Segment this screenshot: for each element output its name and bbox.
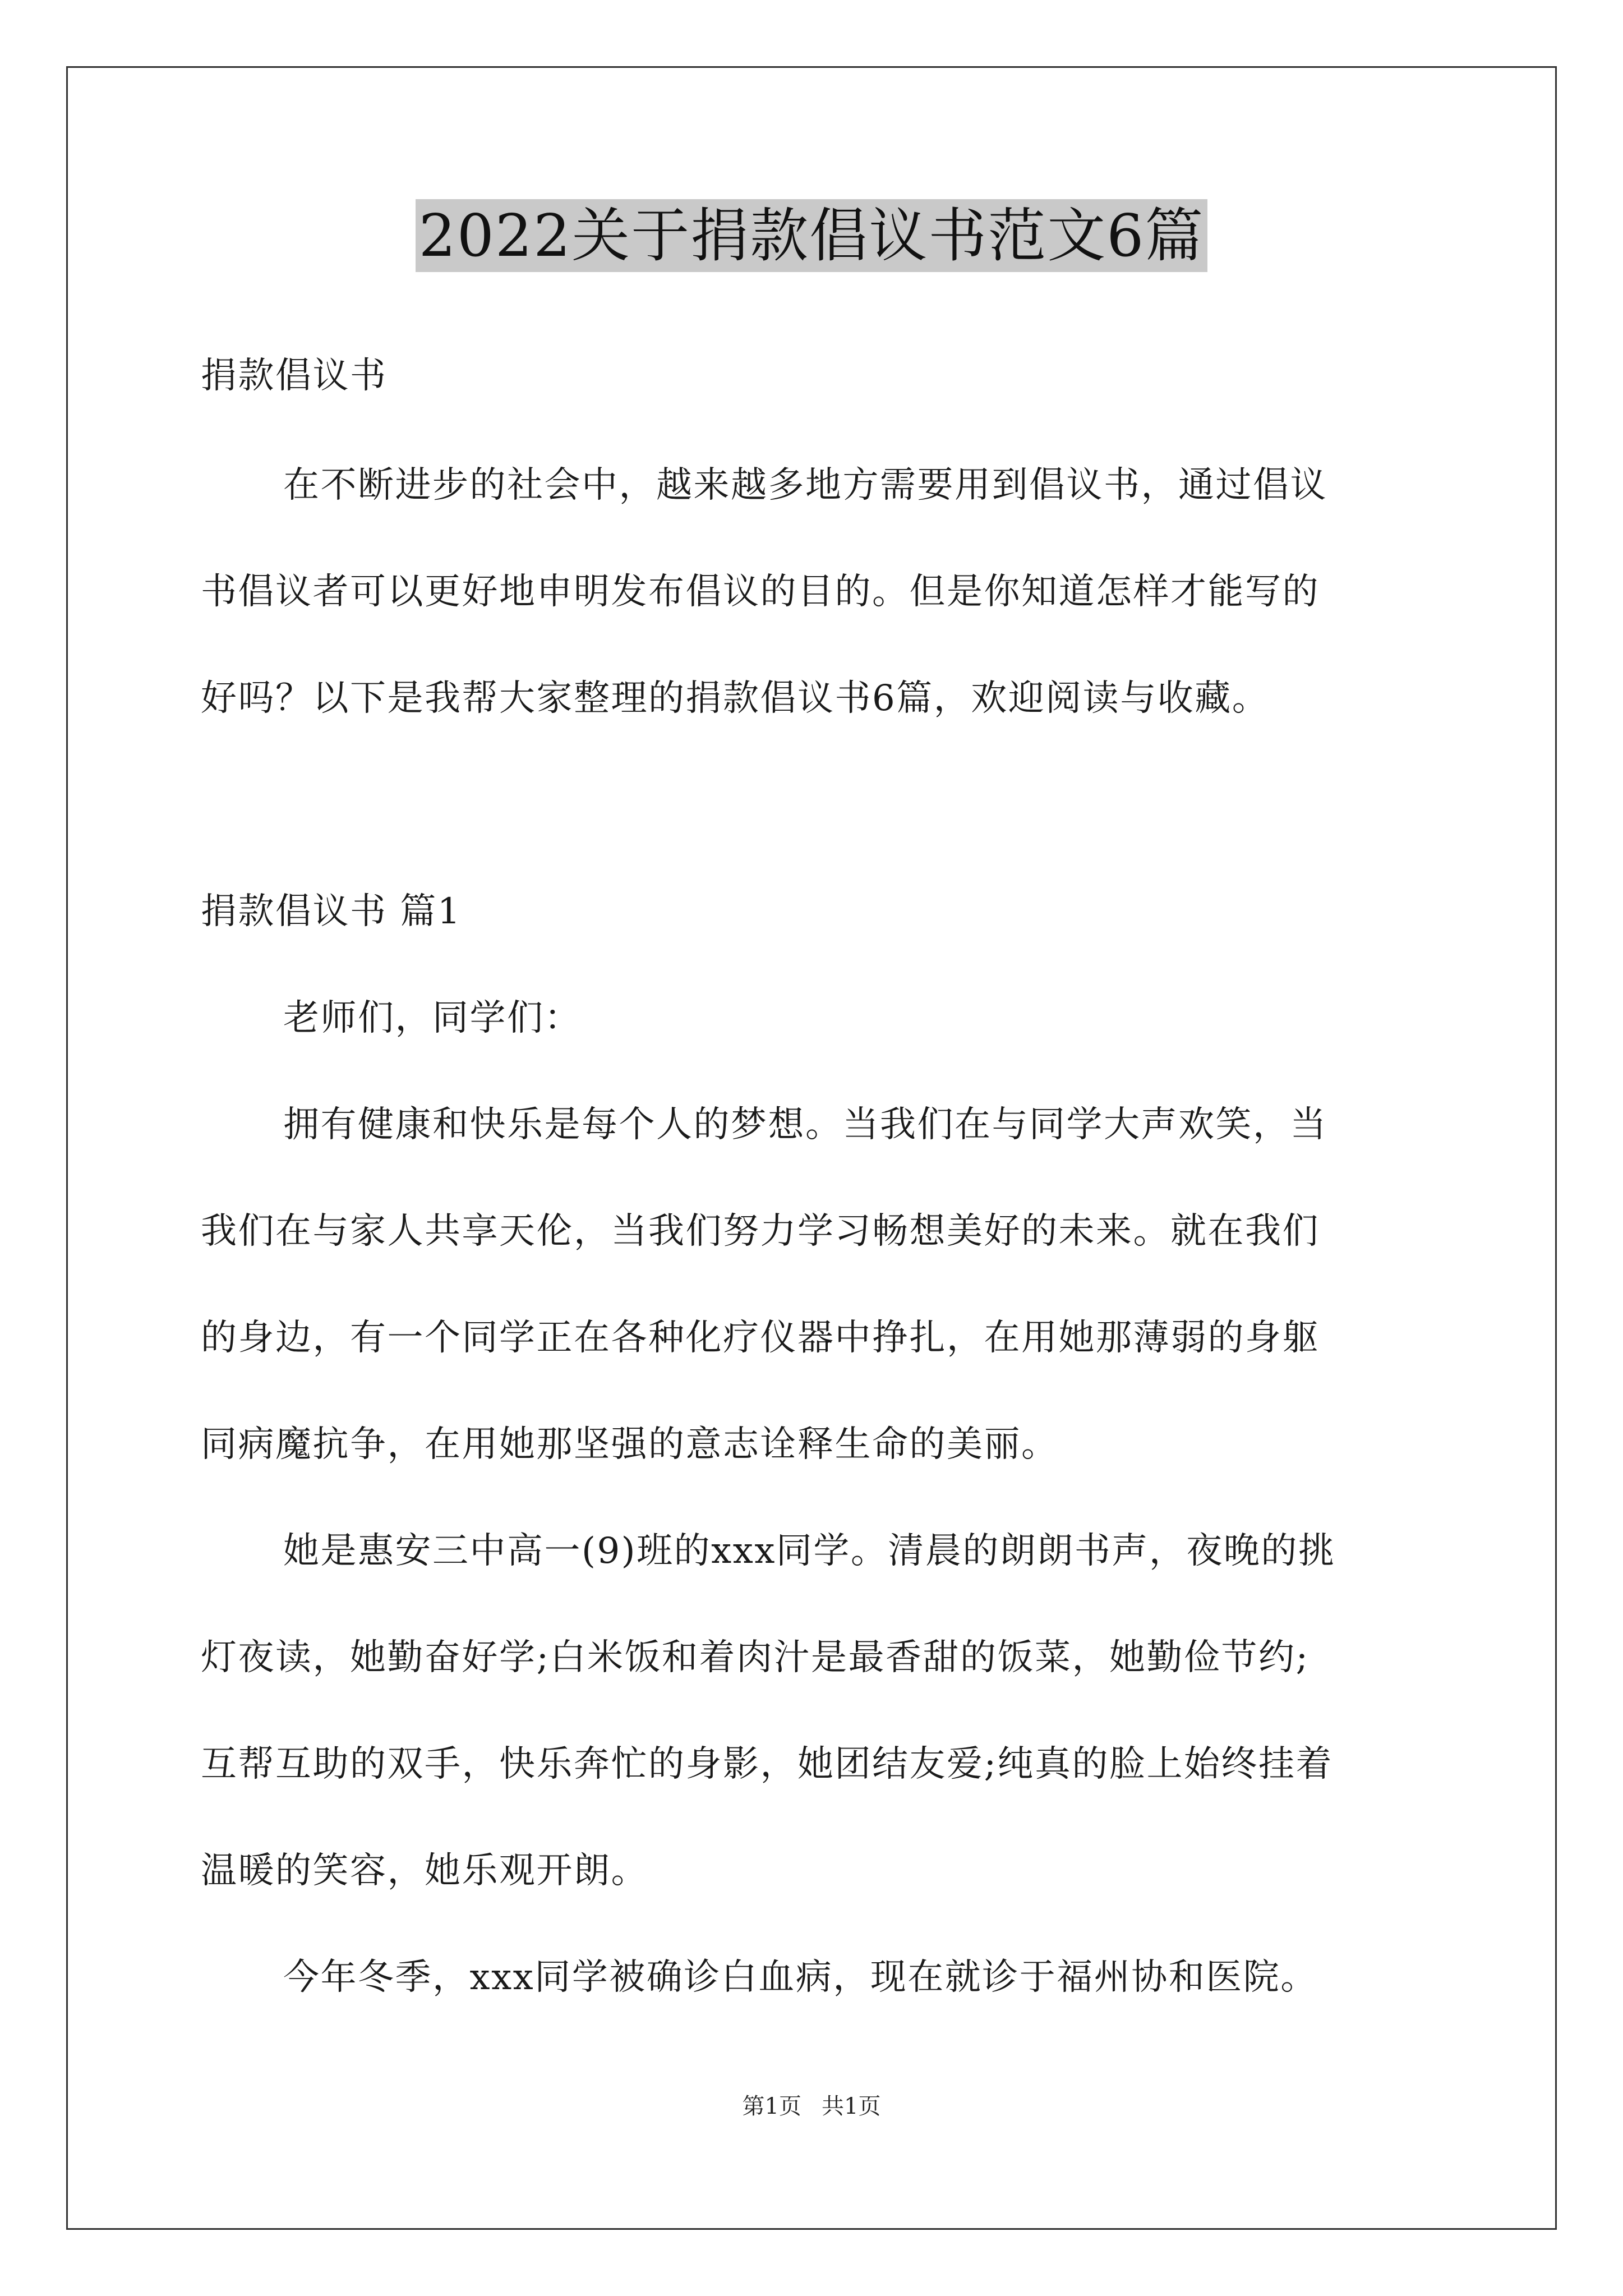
paragraph-2-line-1: 她是惠安三中高一(9)班的xxx同学。清晨的朗朗书声，夜晚的挑 bbox=[283, 1530, 1336, 1572]
paragraph-1-line-2: 我们在与家人共享天伦，当我们努力学习畅想美好的未来。就在我们 bbox=[201, 1211, 1320, 1252]
paragraph-3-line-1: 今年冬季，xxx同学被确诊白血病，现在就诊于福州协和医院。 bbox=[283, 1957, 1318, 1998]
title-container bbox=[0, 199, 1623, 272]
paragraph-2-line-3: 互帮互助的双手，快乐奔忙的身影，她团结友爱;纯真的脸上始终挂着 bbox=[201, 1743, 1334, 1785]
section-heading-1: 捐款倡议书 篇1 bbox=[201, 891, 462, 932]
page-number-total: 共1页 bbox=[822, 2093, 881, 2119]
page-number-current: 第1页 bbox=[742, 2093, 801, 2119]
document-title: 2022关于捐款倡议书范文6篇 bbox=[416, 199, 1208, 272]
paragraph-1-line-1: 拥有健康和快乐是每个人的梦想。当我们在与同学大声欢笑，当 bbox=[283, 1104, 1327, 1145]
intro-paragraph-line-1: 在不断进步的社会中，越来越多地方需要用到倡议书，通过倡议 bbox=[283, 464, 1327, 506]
paragraph-2-line-4: 温暖的笑容，她乐观开朗。 bbox=[201, 1850, 648, 1892]
paragraph-2-line-2: 灯夜读，她勤奋好学;白米饭和着肉汁是最香甜的饭菜，她勤俭节约; bbox=[201, 1637, 1310, 1678]
intro-paragraph-line-3: 好吗？以下是我帮大家整理的捐款倡议书6篇，欢迎阅读与收藏。 bbox=[201, 678, 1270, 719]
intro-heading: 捐款倡议书 bbox=[201, 355, 388, 397]
page-footer bbox=[0, 2092, 1623, 2120]
paragraph-1-line-3: 的身边，有一个同学正在各种化疗仪器中挣扎，在用她那薄弱的身躯 bbox=[201, 1317, 1320, 1359]
paragraph-1-line-4: 同病魔抗争，在用她那坚强的意志诠释生命的美丽。 bbox=[201, 1424, 1059, 1465]
salutation: 老师们，同学们： bbox=[283, 997, 582, 1039]
intro-paragraph-line-2: 书倡议者可以更好地申明发布倡议的目的。但是你知道怎样才能写的 bbox=[201, 571, 1320, 613]
